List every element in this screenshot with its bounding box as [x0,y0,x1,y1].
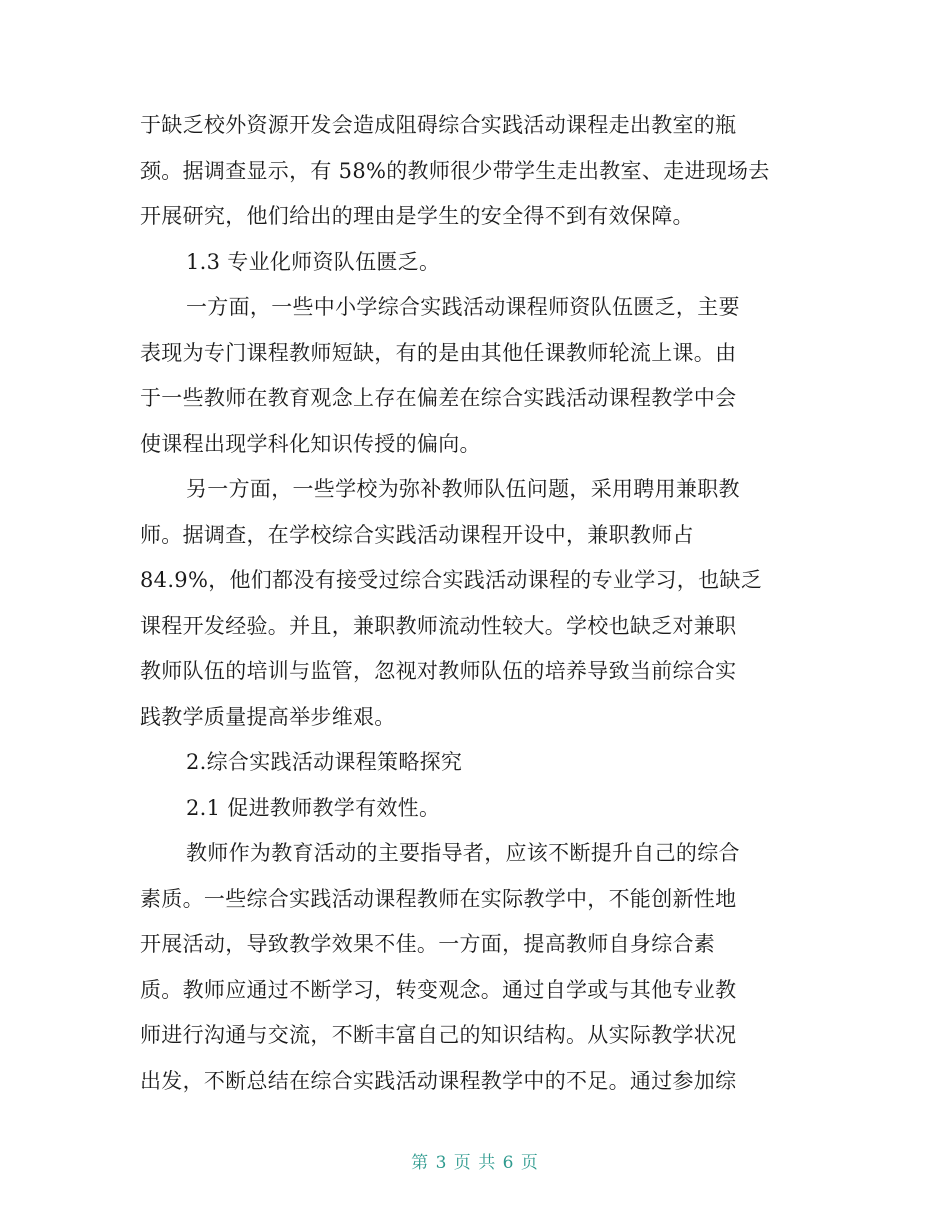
text-line: 2.1 促进教师教学有效性。 [186,795,441,820]
text-line: 2.综合实践活动课程策略探究 [186,750,463,774]
text-line: 教师队伍的培训与监管，忽视对教师队伍的培养导致当前综合实 [140,659,737,683]
text-line: 践教学质量提高举步维艰。 [140,704,396,729]
text-line: 素质。一些综合实践活动课程教师在实际教学中，不能创新性地 [140,886,737,911]
text-line: 1.3 专业化师资队伍匮乏。 [186,249,441,274]
text-line: 师进行沟通与交流，不断丰富自己的知识结构。从实际教学状况 [140,1023,737,1047]
text-line: 使课程出现学科化知识传授的偏向。 [140,431,481,456]
text-line: 于缺乏校外资源开发会造成阻碍综合实践活动课程走出教室的瓶 [140,113,737,137]
text-line: 于一些教师在教育观念上存在偏差在综合实践活动课程教学中会 [140,386,737,410]
text-line: 课程开发经验。并且，兼职教师流动性较大。学校也缺乏对兼职 [140,613,737,638]
text-line: 颈。据调查显示，有 58%的教师很少带学生走出教室、走进现场去 [140,158,770,183]
text-line: 开展研究，他们给出的理由是学生的安全得不到有效保障。 [140,204,694,228]
text-line: 一方面，一些中小学综合实践活动课程师资队伍匮乏，主要 [186,295,740,319]
text-line: 师。据调查，在学校综合实践活动课程开设中，兼职教师占 [140,522,694,547]
text-line: 质。教师应通过不断学习，转变观念。通过自学或与其他专业教 [140,977,737,1002]
text-line: 开展活动，导致教学效果不佳。一方面，提高教师自身综合素 [140,932,716,956]
text-line: 84.9%，他们都没有接受过综合实践活动课程的专业学习，也缺乏 [140,568,763,592]
text-line: 教师作为教育活动的主要指导者，应该不断提升自己的综合 [186,841,740,865]
page-number-footer: 第 3 页 共 6 页 [411,1153,539,1173]
text-line: 表现为专门课程教师短缺，有的是由其他任课教师轮流上课。由 [140,340,737,365]
text-line: 另一方面，一些学校为弥补教师队伍问题，采用聘用兼职教 [186,477,740,501]
text-line: 出发，不断总结在综合实践活动课程教学中的不足。通过参加综 [140,1068,737,1093]
body-text [140,103,812,1104]
